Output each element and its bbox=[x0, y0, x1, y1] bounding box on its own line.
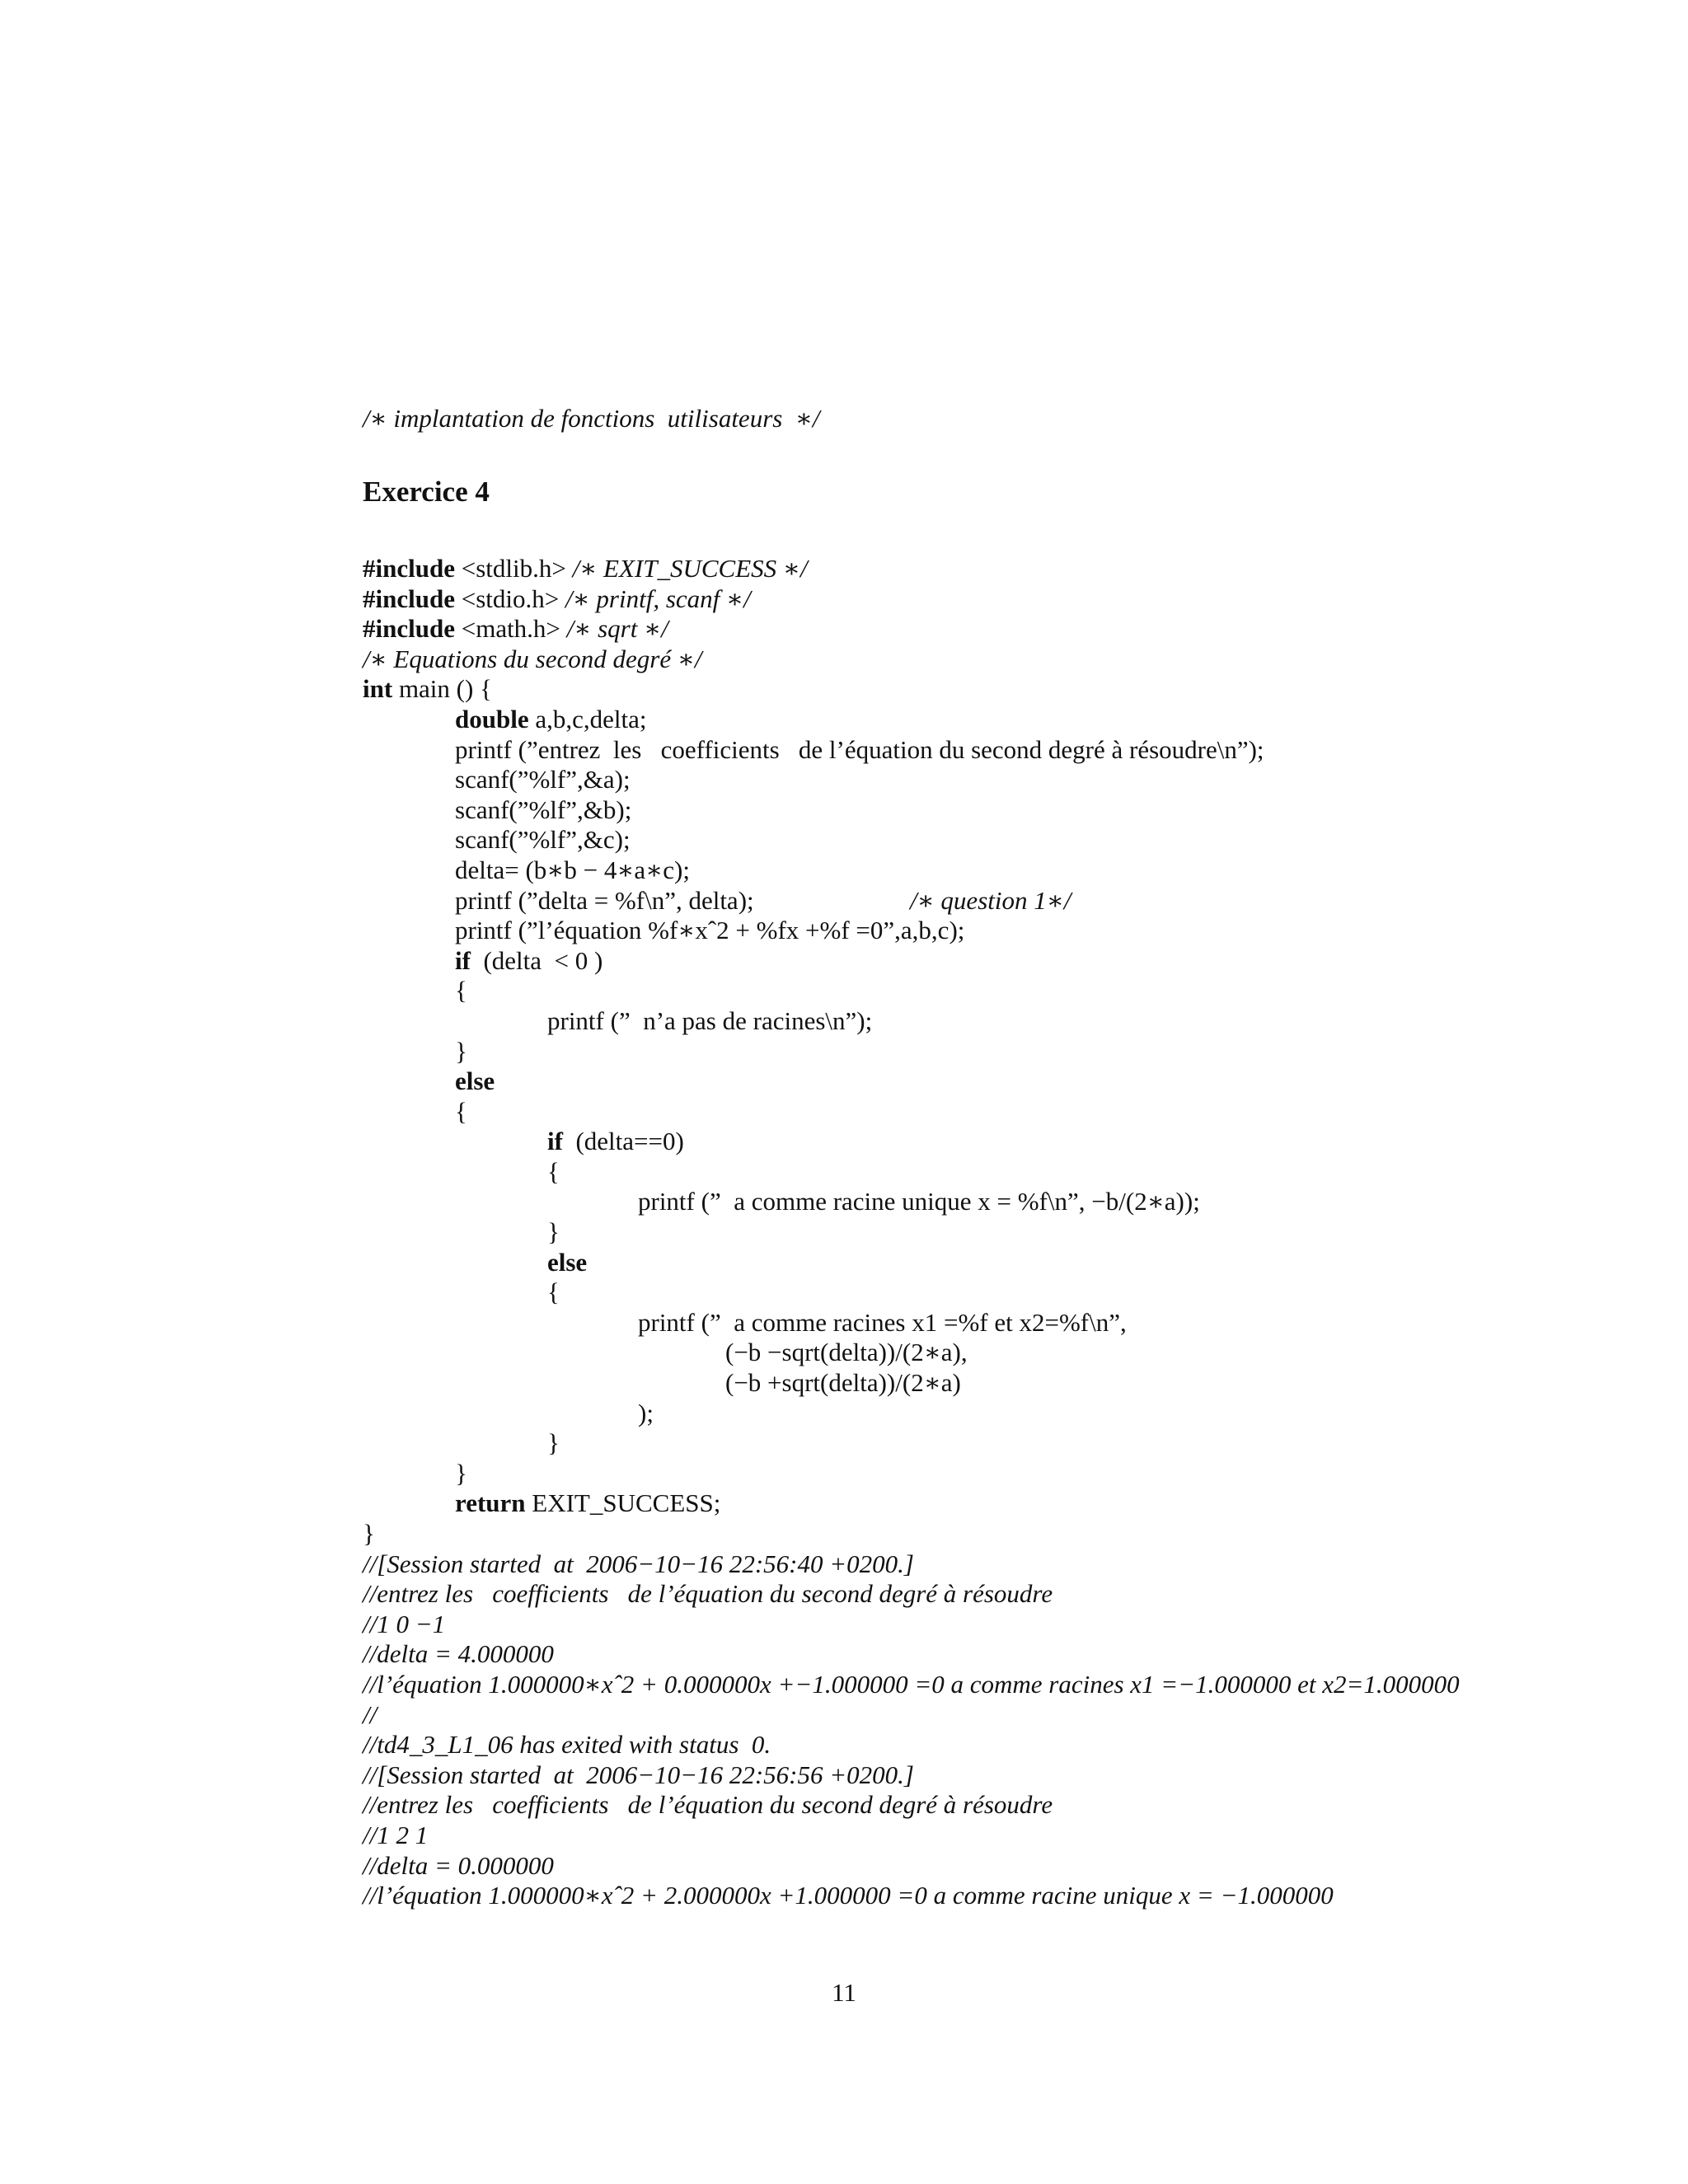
code-text: <math.h> bbox=[454, 614, 567, 644]
code-text: } bbox=[455, 1036, 467, 1066]
output-line: //l’équation 1.000000∗xˆ2 + 0.000000x +−1.000000 =0 a comme racines x1 =−1.000000 et x2=1.000000 bbox=[363, 1669, 1460, 1699]
code-comment: /∗ printf, scanf ∗/ bbox=[565, 583, 751, 613]
keyword: double bbox=[455, 704, 529, 733]
keyword: if bbox=[547, 1127, 563, 1156]
output-line: //l’équation 1.000000∗xˆ2 + 2.000000x +1.000000 =0 a comme racine unique x = −1.000000 bbox=[363, 1881, 1334, 1910]
keyword: else bbox=[455, 1066, 495, 1096]
top-comment: /∗ implantation de fonctions utilisateurs ∗/ bbox=[363, 404, 820, 433]
code-line-printf-no-roots bbox=[363, 1006, 1648, 1037]
code-line-else bbox=[363, 1066, 1648, 1097]
code-comment: /∗ Equations du second degré ∗/ bbox=[363, 644, 702, 673]
code-text: scanf(”%lf”,&c); bbox=[455, 825, 631, 855]
code-text: scanf(”%lf”,&b); bbox=[455, 794, 632, 824]
code-line-brace bbox=[363, 1459, 1648, 1489]
code-text: } bbox=[363, 1519, 375, 1548]
code-text: EXIT_SUCCESS; bbox=[525, 1488, 721, 1518]
output-line: //delta = 0.000000 bbox=[363, 1850, 554, 1880]
code-text: ); bbox=[638, 1398, 654, 1427]
code-text: (−b +sqrt(delta))/(2∗a) bbox=[725, 1368, 961, 1398]
output-line: //entrez les coefficients de l’équation du second degré à résoudre bbox=[363, 1579, 1053, 1609]
code-line-printf-unique bbox=[363, 1187, 1648, 1217]
code-comment: /∗ question 1∗/ bbox=[910, 885, 1071, 915]
code-line-if bbox=[363, 946, 1648, 977]
keyword: #include bbox=[363, 554, 455, 583]
code-text: { bbox=[455, 1096, 467, 1126]
code-text: <stdio.h> bbox=[454, 583, 565, 613]
code-text: (−b −sqrt(delta))/(2∗a), bbox=[725, 1338, 968, 1367]
keyword: int bbox=[363, 674, 393, 704]
output-line: //1 0 −1 bbox=[363, 1609, 446, 1638]
code-line-printf-intro bbox=[363, 735, 1648, 766]
output-line: // bbox=[363, 1699, 377, 1729]
code-text: delta= (b∗b − 4∗a∗c); bbox=[455, 855, 690, 884]
code-text: <stdlib.h> bbox=[454, 554, 573, 583]
code-line-brace bbox=[363, 1217, 1648, 1248]
code-text: printf (”l’équation %f∗xˆ2 + %fx +%f =0”,a,b,c); bbox=[455, 916, 965, 945]
code-line-brace bbox=[363, 1157, 1648, 1188]
code-text: printf (” n’a pas de racines\n”); bbox=[547, 1005, 873, 1035]
code-comment: /∗ EXIT_SUCCESS ∗/ bbox=[572, 554, 808, 583]
code-text: { bbox=[547, 1277, 560, 1307]
code-text: printf (” a comme racine unique x = %f\n”, −b/(2∗a)); bbox=[638, 1187, 1200, 1216]
code-text: scanf(”%lf”,&a); bbox=[455, 765, 631, 794]
code-text: } bbox=[455, 1458, 467, 1488]
session-output bbox=[363, 1549, 1648, 1911]
code-line-scanf-a bbox=[363, 765, 1648, 795]
keyword: return bbox=[455, 1488, 526, 1518]
page-number: 11 bbox=[832, 1978, 856, 2007]
code-line-root1 bbox=[363, 1338, 1648, 1368]
code-text: main () { bbox=[392, 674, 492, 704]
code-text: (delta < 0 ) bbox=[470, 945, 603, 975]
code-line-printf-roots bbox=[363, 1308, 1648, 1338]
code-text: { bbox=[455, 976, 467, 1005]
keyword: if bbox=[455, 945, 471, 975]
code-line-printf-delta bbox=[363, 886, 1648, 916]
code-line-comment bbox=[363, 644, 1648, 675]
code-line-paren-close bbox=[363, 1399, 1648, 1429]
code-comment: /∗ sqrt ∗/ bbox=[566, 614, 668, 644]
code-text: } bbox=[547, 1217, 560, 1247]
code-text: } bbox=[547, 1428, 560, 1458]
section-heading: Exercice 4 bbox=[363, 476, 490, 508]
code-line-brace bbox=[363, 976, 1648, 1006]
output-line: //[Session started at 2006−10−16 22:56:40 +0200.] bbox=[363, 1549, 914, 1578]
code-text: printf (”entrez les coefficients de l’équation du second degré à résoudre\n”); bbox=[455, 734, 1264, 764]
code-line-double bbox=[363, 705, 1648, 735]
keyword: #include bbox=[363, 614, 455, 644]
code-text: a,b,c,delta; bbox=[528, 704, 647, 733]
output-line: //td4_3_L1_06 has exited with status 0. bbox=[363, 1730, 771, 1760]
code-line-scanf-c bbox=[363, 825, 1648, 855]
code-line-return bbox=[363, 1488, 1648, 1519]
keyword: else bbox=[547, 1247, 588, 1277]
code-line-include-stdio bbox=[363, 584, 1648, 615]
code-line-include-stdlib bbox=[363, 554, 1648, 584]
code-line-include-math bbox=[363, 614, 1648, 644]
code-text: { bbox=[547, 1156, 560, 1186]
code-text: printf (”delta = %f\n”, delta); bbox=[455, 885, 754, 915]
code-line-main bbox=[363, 674, 1648, 705]
code-line-if-inner bbox=[363, 1127, 1648, 1157]
code-line-root2 bbox=[363, 1368, 1648, 1399]
code-text: printf (” a comme racines x1 =%f et x2=%f\n”, bbox=[638, 1307, 1127, 1337]
keyword: #include bbox=[363, 583, 455, 613]
code-line-printf-equation bbox=[363, 916, 1648, 946]
code-text: (delta==0) bbox=[562, 1127, 684, 1156]
code-line-delta bbox=[363, 855, 1648, 886]
code-line-brace bbox=[363, 1037, 1648, 1067]
code-line-scanf-b bbox=[363, 795, 1648, 826]
code-line-brace bbox=[363, 1097, 1648, 1127]
output-line: //1 2 1 bbox=[363, 1820, 429, 1849]
output-line: //delta = 4.000000 bbox=[363, 1639, 554, 1669]
code-line-else-inner bbox=[363, 1248, 1648, 1278]
output-line: //[Session started at 2006−10−16 22:56:56 +0200.] bbox=[363, 1760, 914, 1789]
code-line-brace bbox=[363, 1277, 1648, 1308]
code-line-brace bbox=[363, 1428, 1648, 1459]
output-line: //entrez les coefficients de l’équation du second degré à résoudre bbox=[363, 1790, 1053, 1820]
code-listing bbox=[363, 554, 1648, 1911]
code-line-brace bbox=[363, 1519, 1648, 1549]
